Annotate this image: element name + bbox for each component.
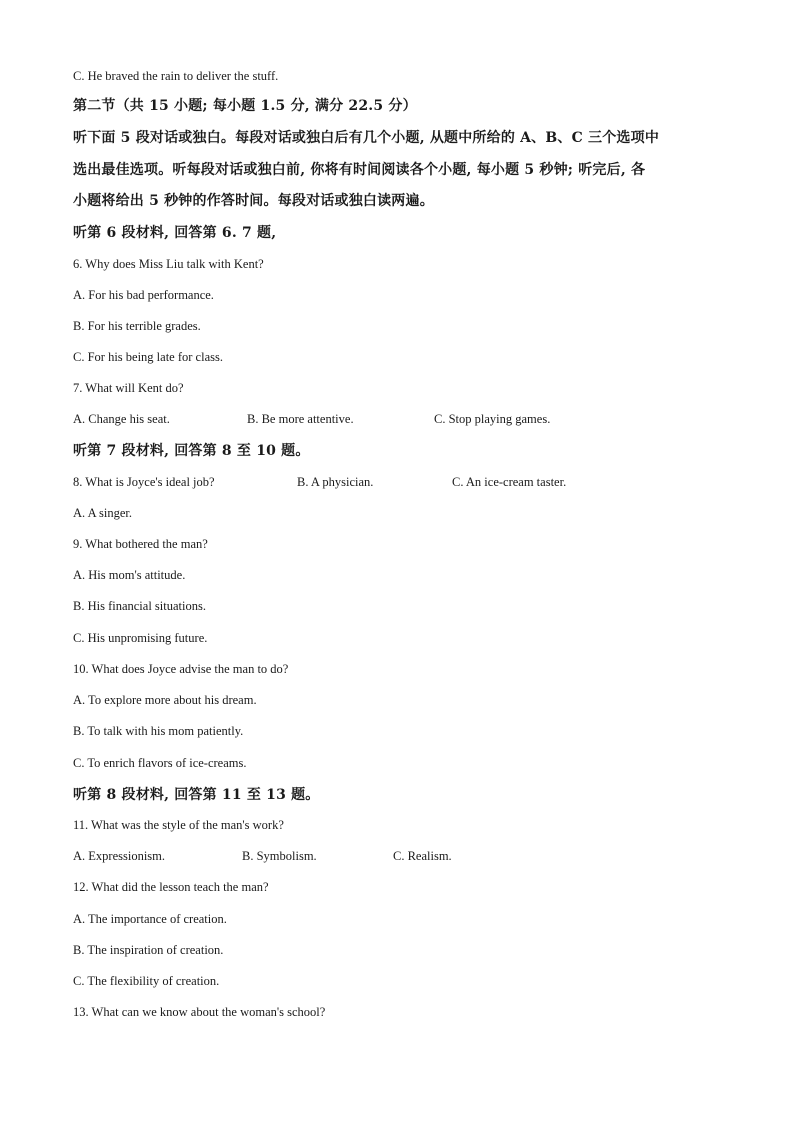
question-6-option-c: C. For his being late for class. <box>73 350 223 364</box>
question-6-option-a: A. For his bad performance. <box>73 288 214 302</box>
option-c-previous: C. He braved the rain to deliver the stuff. <box>73 69 279 83</box>
question-6-option-b: B. For his terrible grades. <box>73 319 201 333</box>
material-7-heading: 听第 7 段材料, 回答第 8 至 10 题。 <box>73 443 310 459</box>
question-10-option-a: A. To explore more about his dream. <box>73 693 257 707</box>
question-8: 8. What is Joyce's ideal job? <box>73 475 215 489</box>
question-7-option-c: C. Stop playing games. <box>434 412 551 426</box>
question-9: 9. What bothered the man? <box>73 537 208 551</box>
question-11: 11. What was the style of the man's work? <box>73 818 284 832</box>
question-10-option-c: C. To enrich flavors of ice-creams. <box>73 756 247 770</box>
question-7-option-b: B. Be more attentive. <box>247 412 354 426</box>
question-11-option-c: C. Realism. <box>393 849 452 863</box>
material-6-heading: 听第 6 段材料, 回答第 6. 7 题, <box>73 225 277 241</box>
question-12-option-b: B. The inspiration of creation. <box>73 943 224 957</box>
question-11-option-b: B. Symbolism. <box>242 849 317 863</box>
question-12-option-c: C. The flexibility of creation. <box>73 974 220 988</box>
question-11-option-a: A. Expressionism. <box>73 849 166 863</box>
question-10: 10. What does Joyce advise the man to do? <box>73 662 289 676</box>
section-heading: 第二节（共 15 小题; 每小题 1.5 分, 满分 22.5 分） <box>73 98 417 114</box>
question-10-option-b: B. To talk with his mom patiently. <box>73 724 244 738</box>
instructions-line-1: 听下面 5 段对话或独白。每段对话或独白后有几个小题, 从题中所给的 A、B、C 三个选项中 <box>73 130 660 146</box>
question-6: 6. Why does Miss Liu talk with Kent? <box>73 257 264 271</box>
question-9-option-a: A. His mom's attitude. <box>73 568 186 582</box>
question-8-option-a: A. A singer. <box>73 506 133 520</box>
instructions-line-2: 选出最佳选项。听每段对话或独白前, 你将有时间阅读各个小题, 每小题 5 秒钟; 听完后, 各 <box>73 162 646 178</box>
material-8-heading: 听第 8 段材料, 回答第 11 至 13 题。 <box>73 787 320 803</box>
question-13: 13. What can we know about the woman's school? <box>73 1005 326 1019</box>
question-8-option-b: B. A physician. <box>297 475 374 489</box>
question-7: 7. What will Kent do? <box>73 381 184 395</box>
question-9-option-b: B. His financial situations. <box>73 599 206 613</box>
question-12-option-a: A. The importance of creation. <box>73 912 227 926</box>
question-7-option-a: A. Change his seat. <box>73 412 170 426</box>
question-8-option-c: C. An ice-cream taster. <box>452 475 567 489</box>
question-12: 12. What did the lesson teach the man? <box>73 880 269 894</box>
question-9-option-c: C. His unpromising future. <box>73 631 208 645</box>
instructions-line-3: 小题将给出 5 秒钟的作答时间。每段对话或独白读两遍。 <box>73 193 434 209</box>
